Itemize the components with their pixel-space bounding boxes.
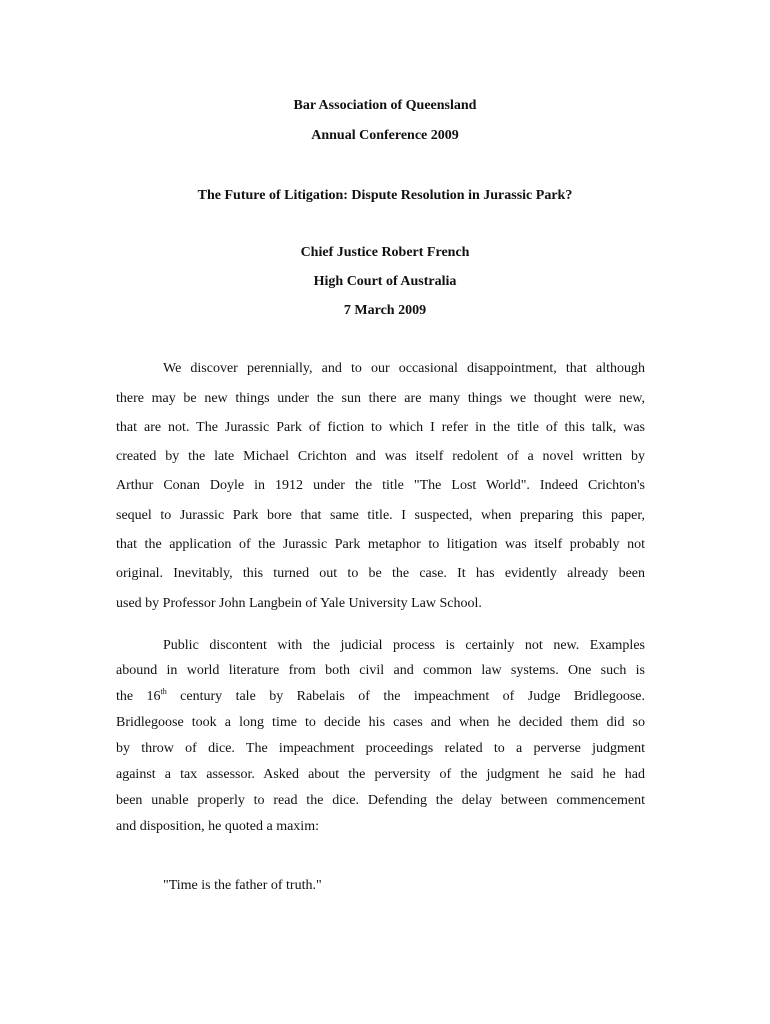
paragraph-line: original. Inevitably, this turned out to be the case. It has evidently already been [116,566,645,581]
paragraph-line: by throw of dice. The impeachment proceedings related to a perverse judgment [116,741,645,756]
event-heading: Annual Conference 2009 [311,128,459,143]
paragraph-line: that the application of the Jurassic Park metaphor to litigation was itself probably not [116,537,645,552]
paragraph-line: against a tax assessor. Asked about the perversity of the judgment he said he had [116,767,645,782]
paper-date: 7 March 2009 [343,303,427,318]
line-text-end: century tale by Rabelais of the impeachment of Judge Bridlegoose. [166,689,645,704]
ordinal-superscript: th [160,687,167,696]
paragraph-line: created by the late Michael Crichton and was itself redolent of a novel written by [116,449,645,464]
organization-heading: Bar Association of Queensland [293,98,477,113]
paragraph-line: Arthur Conan Doyle in 1912 under the title "The Lost World". Indeed Crichton's [116,478,645,493]
paragraph-line: and disposition, he quoted a maxim: [116,819,319,834]
paragraph-line: abound in world literature from both civil and common law systems. One such is [116,663,645,678]
paragraph-line: We discover perennially, and to our occasional disappointment, that although [163,361,645,376]
paragraph-line: Public discontent with the judicial process is certainly not new. Examples [163,638,645,653]
paragraph-line: Bridlegoose took a long time to decide his cases and when he decided them did so [116,715,645,730]
paragraph-line: sequel to Jurassic Park bore that same title. I suspected, when preparing this paper, [116,508,645,523]
paragraph-line: that are not. The Jurassic Park of fiction to which I refer in the title of this talk, was [116,420,645,435]
paragraph-line [116,688,645,706]
paragraph-line: been unable properly to read the dice. Defending the delay between commencement [116,793,645,808]
author-court: High Court of Australia [313,274,457,289]
author-name: Chief Justice Robert French [300,245,470,260]
line-text-start: the 16 [116,689,161,704]
paragraph-line: there may be new things under the sun there are many things we thought were new, [116,391,645,406]
paper-title: The Future of Litigation: Dispute Resolution in Jurassic Park? [197,188,573,203]
block-quote: "Time is the father of truth." [163,878,322,893]
paragraph-line: used by Professor John Langbein of Yale University Law School. [116,596,482,611]
